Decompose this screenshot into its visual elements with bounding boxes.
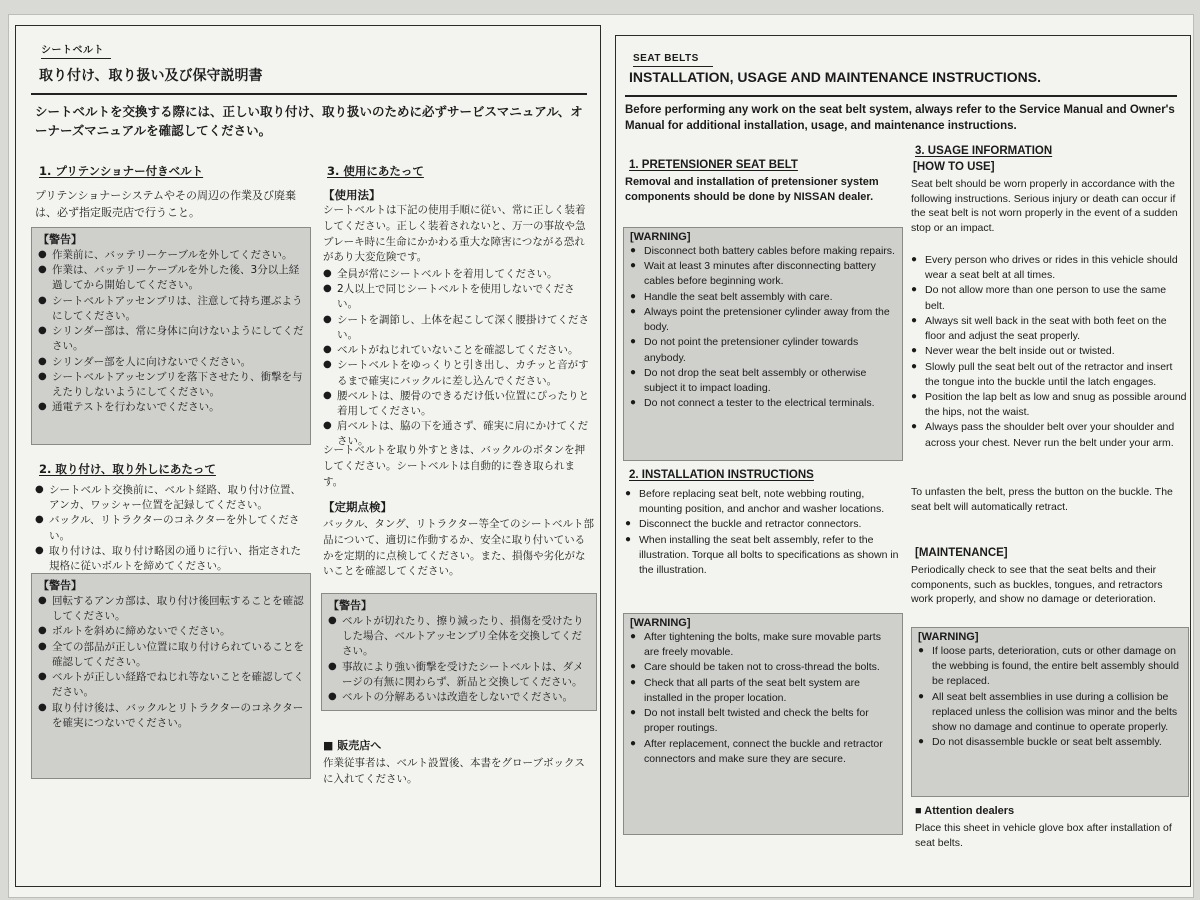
- en-title-rule: [625, 95, 1177, 97]
- jp-usage-text: シートベルトは下記の使用手順に従い、常に正しく装着してください。正しく装着されないと、万一の事故や急ブレーキ時に生命にかかわる重大な障害につながる恐れがあり大変危険です。: [323, 204, 586, 264]
- en-sec2-heading: 2. INSTALLATION INSTRUCTIONS: [629, 469, 814, 481]
- list-item: ● Disconnect the buckle and retractor connectors.: [625, 517, 901, 532]
- en-unfasten-text: To unfasten the belt, press the button on the buckle. The seat belt will automatically retract.: [911, 486, 1173, 514]
- list-item: ● Do not connect a tester to the electrical terminals.: [630, 396, 896, 411]
- list-item: ● ベルトが切れたり、擦り減ったり、損傷を受けたりした場合、ベルトアッセンブリ全体を交換してください。: [328, 614, 590, 660]
- english-panel: [611, 15, 1195, 897]
- list-item: ● 事故により強い衝撃を受けたシートベルトは、ダメージの有無に関わらず、新品と交換してください。: [328, 660, 590, 690]
- en-sec3-heading: 3. USAGE INFORMATION: [915, 145, 1053, 157]
- en-sec2-warning-title: [WARNING]: [630, 617, 691, 629]
- list-item: ● 肩ベルトは、脇の下を通さず、確実に肩にかけてください。: [323, 419, 595, 449]
- en-sec2-warning-list: [630, 630, 896, 767]
- list-item: ● 通電テストを行わないでください。: [38, 400, 304, 415]
- list-item: ● All seat belt assemblies in use during a collision be replaced unless the collision was minor and the belts show no damage and continue to operate properly.: [918, 690, 1182, 736]
- jp-inspection-title: 【定期点検】: [323, 500, 392, 514]
- list-item: ● バックル、リトラクターのコネクターを外してください。: [35, 513, 311, 543]
- list-item: ● シリンダー部は、常に身体に向けないようにしてください。: [38, 324, 304, 354]
- list-item: ● Always pass the shoulder belt over your shoulder and across your chest. Never run the belt under your arm.: [911, 420, 1187, 450]
- jp-intro: シートベルトを交換する際には、正しい取り付け、取り扱いのために必ずサービスマニュアル、オーナーズマニュアルを確認してください。: [35, 104, 583, 138]
- list-item: ● Slowly pull the seat belt out of the retractor and insert the tongue into the buckle until the latch engages.: [911, 360, 1187, 390]
- en-sec1-warning-title: [WARNING]: [630, 231, 691, 243]
- en-sec1-warning-box: [623, 227, 903, 461]
- en-usage-title: [HOW TO USE]: [913, 161, 995, 173]
- list-item: ● If loose parts, deterioration, cuts or other damage on the webbing is found, the entire belt assembly should be replaced.: [918, 644, 1182, 690]
- list-item: ● Do not allow more than one person to use the same belt.: [911, 283, 1187, 313]
- jp-sec2-warning-box: [31, 573, 311, 779]
- jp-dealer-text: 作業従事者は、ベルト設置後、本書をグローブボックスに入れてください。: [323, 757, 585, 786]
- jp-sec2-warning-list: [38, 594, 304, 731]
- list-item: ● シートベルトをゆっくりと引き出し、カチッと音がするまで確実にバックルに差し込んでください。: [323, 358, 595, 388]
- en-maintenance-title: [MAINTENANCE]: [915, 547, 1008, 559]
- jp-sec3-warning-box: [321, 593, 597, 711]
- jp-sec3-warning-list: [328, 614, 590, 705]
- list-item: ● 取り付け後は、バックルとリトラクターのコネクターを確実につないでください。: [38, 701, 304, 731]
- jp-sec1-heading: 1. プリテンショナー付きベルト: [39, 164, 204, 178]
- list-item: ● 作業は、バッテリーケーブルを外した後、3分以上経過してから開始してください。: [38, 263, 304, 293]
- list-item: ● シートベルト交換前に、ベルト経路、取り付け位置、アンカ、ワッシャー位置を記録してください。: [35, 483, 311, 513]
- jp-usage-list: [323, 267, 595, 450]
- en-sec2-list: [625, 487, 901, 578]
- jp-usage-title: 【使用法】: [323, 188, 381, 202]
- jp-sec3-heading: 3. 使用にあたって: [327, 164, 424, 178]
- list-item: ● After replacement, connect the buckle and retractor connectors and make sure they are secure.: [630, 737, 896, 767]
- list-item: ● シートベルトアッセンブリを落下させたり、衝撃を与えたりしないようにしてください。: [38, 370, 304, 400]
- list-item: ● シリンダー部を人に向けないでください。: [38, 355, 304, 370]
- jp-sec3-warning-title: 【警告】: [328, 599, 372, 612]
- jp-sec1-text: プリテンショナーシステムやその周辺の作業及び廃棄は、必ず指定販売店で行うこと。: [35, 189, 296, 220]
- jp-dealer-title: ■ 販売店へ: [323, 737, 381, 753]
- jp-sec1-warning-list: [38, 248, 304, 415]
- list-item: ● 回転するアンカ部は、取り付け後回転することを確認してください。: [38, 594, 304, 624]
- list-item: ● Do not install belt twisted and check the belts for proper routings.: [630, 706, 896, 736]
- list-item: ● 2人以上で同じシートベルトを使用しないでください。: [323, 282, 595, 312]
- list-item: ● ベルトが正しい経路でねじれ等ないことを確認してください。: [38, 670, 304, 700]
- list-item: ● Never wear the belt inside out or twisted.: [911, 344, 1187, 359]
- jp-sec2-list: [35, 483, 311, 574]
- en-sec2-warning-box: [623, 613, 903, 835]
- jp-title: 取り付け、取り扱い及び保守説明書: [39, 68, 263, 84]
- en-sec3-warning-title: [WARNING]: [918, 631, 979, 643]
- en-dealer-title: ■ Attention dealers: [915, 805, 1014, 817]
- list-item: ● ベルトの分解あるいは改造をしないでください。: [328, 690, 590, 705]
- list-item: ● When installing the seat belt assembly, refer to the illustration. Torque all bolts to specifications as shown in the illustration.: [625, 533, 901, 579]
- list-item: ● 全員が常にシートベルトを着用してください。: [323, 267, 595, 282]
- list-item: ● Disconnect both battery cables before making repairs.: [630, 244, 896, 259]
- list-item: ● Position the lap belt as low and snug as possible around the hips, not the waist.: [911, 390, 1187, 420]
- list-item: ● Before replacing seat belt, note webbing routing, mounting position, and anchor and washer locations.: [625, 487, 901, 517]
- list-item: ● After tightening the bolts, make sure movable parts are freely movable.: [630, 630, 896, 660]
- list-item: ● 全ての部品が正しい位置に取り付けられていることを確認してください。: [38, 640, 304, 670]
- list-item: ● シートを調節し、上体を起こして深く腰掛けてください。: [323, 313, 595, 343]
- jp-sec2-heading: 2. 取り付け、取り外しにあたって: [39, 462, 216, 476]
- jp-sec1-warning-title: 【警告】: [38, 233, 82, 246]
- en-maintenance-text: Periodically check to see that the seat belts and their components, such as buckles, tongues, and retractors work properly, and show no damage or deterioration.: [911, 564, 1163, 606]
- list-item: ● 腰ベルトは、腰骨のできるだけ低い位置にぴったりと着用してください。: [323, 389, 595, 419]
- list-item: ● ベルトがねじれていないことを確認してください。: [323, 343, 595, 358]
- jp-unfasten-text: シートベルトを取り外すときは、バックルのボタンを押してください。シートベルトは自動的に巻き取られます。: [323, 444, 586, 488]
- list-item: ● Do not point the pretensioner cylinder towards anybody.: [630, 335, 896, 365]
- japanese-panel: [9, 15, 609, 897]
- list-item: ● シートベルトアッセンブリは、注意して持ち運ぶようにしてください。: [38, 294, 304, 324]
- en-title: INSTALLATION, USAGE AND MAINTENANCE INSTRUCTIONS.: [629, 69, 1041, 85]
- jp-sec1-warning-box: [31, 227, 311, 445]
- list-item: ● Always point the pretensioner cylinder away from the body.: [630, 305, 896, 335]
- list-item: ● Handle the seat belt assembly with care.: [630, 290, 896, 305]
- jp-title-rule: [31, 93, 587, 95]
- list-item: ● Always sit well back in the seat with both feet on the floor and adjust the seat properly.: [911, 314, 1187, 344]
- en-dealer-text: Place this sheet in vehicle glove box after installation of seat belts.: [915, 822, 1172, 849]
- list-item: ● 作業前に、バッテリーケーブルを外してください。: [38, 248, 304, 263]
- list-item: ● Care should be taken not to cross-thread the bolts.: [630, 660, 896, 675]
- list-item: ● Do not disassemble buckle or seat belt assembly.: [918, 735, 1182, 750]
- list-item: ● Check that all parts of the seat belt system are installed in the proper location.: [630, 676, 896, 706]
- en-usage-list: [911, 253, 1187, 451]
- jp-tag: シートベルト: [41, 41, 111, 59]
- list-item: ● Wait at least 3 minutes after disconnecting battery cables before beginning work.: [630, 259, 896, 289]
- instruction-sheet: [8, 14, 1194, 898]
- list-item: ● Every person who drives or rides in this vehicle should wear a seat belt at all times.: [911, 253, 1187, 283]
- en-sec1-text: Removal and installation of pretensioner system components should be done by NISSAN dealer.: [625, 176, 879, 203]
- en-usage-text: Seat belt should be worn properly in accordance with the following instructions. Serious injury or death can occur if the seat belt is not worn properly in the event of a sudden stop or an impact.: [911, 178, 1178, 235]
- en-sec3-warning-list: [918, 644, 1182, 751]
- en-sec3-warning-box: [911, 627, 1189, 797]
- list-item: ● 取り付けは、取り付け略図の通りに行い、指定された規格に従いボルトを締めてください。: [35, 544, 311, 574]
- list-item: ● ボルトを斜めに締めないでください。: [38, 624, 304, 639]
- en-sec1-heading: 1. PRETENSIONER SEAT BELT: [629, 159, 798, 171]
- jp-inspection-text: バックル、タング、リトラクター等全てのシートベルト部品について、適切に作動するか、安全に取り付いているかを定期的に点検してください。また、損傷や劣化がないことを確認してください。: [323, 518, 595, 578]
- jp-sec2-warning-title: 【警告】: [38, 579, 82, 592]
- en-tag: SEAT BELTS: [633, 53, 713, 67]
- en-sec1-warning-list: [630, 244, 896, 411]
- en-intro: Before performing any work on the seat belt system, always refer to the Service Manual and Owner's Manual for additional installation, usage, and maintenance instructions.: [625, 104, 1175, 132]
- list-item: ● Do not drop the seat belt assembly or otherwise subject it to impact loading.: [630, 366, 896, 396]
